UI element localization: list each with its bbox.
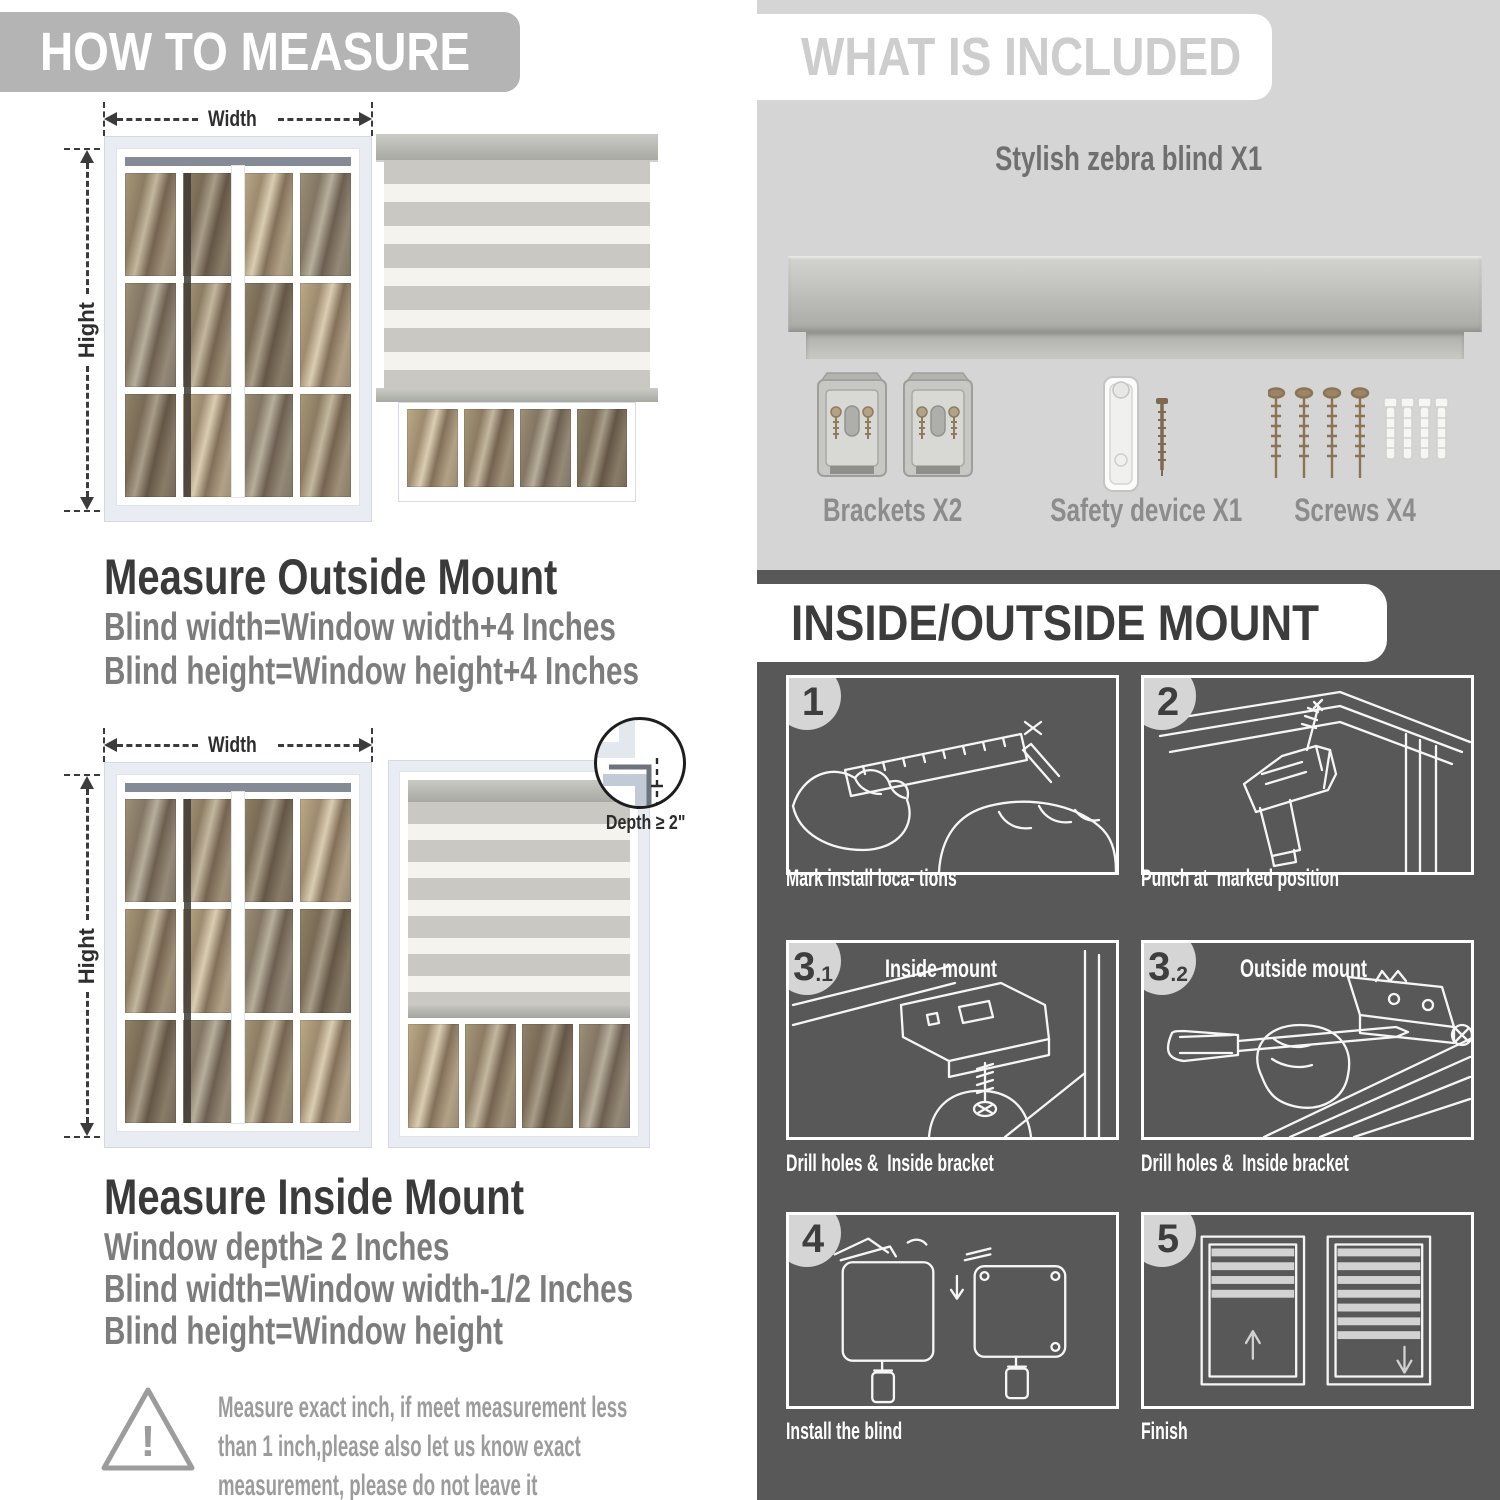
pane [183, 283, 234, 386]
inside-outside-mount-banner [757, 584, 1387, 662]
window-panes [407, 409, 627, 487]
pane [125, 283, 176, 386]
arrowhead-up-icon [80, 150, 94, 163]
pane [464, 409, 515, 487]
step-3-1-panel [786, 940, 1119, 1140]
pane [125, 394, 176, 497]
step-3-2-panel [1141, 940, 1474, 1140]
step-number-badge: 1 [786, 675, 841, 730]
pane [408, 1024, 459, 1128]
outside-mount-title: Measure Outside Mount [104, 549, 558, 605]
inside-outside-mount-title: INSIDE/OUTSIDE MOUNT [791, 595, 1320, 651]
drainpipe-reflection [184, 799, 191, 1123]
outside-mount-line2: Blind height=Window height+4 Inches [104, 650, 639, 693]
casement-divider [232, 792, 244, 1123]
dash-line [86, 789, 89, 920]
tick-left [103, 728, 105, 762]
safety-device-label: Safety device X1 [1050, 492, 1243, 528]
pane [577, 409, 628, 487]
height-label: Hight [74, 301, 99, 359]
blind-headrail-lip [806, 332, 1464, 359]
width-arrow-inside [104, 734, 372, 756]
casement-divider [232, 166, 244, 497]
dash-line [278, 118, 359, 121]
what-is-included-title: WHAT IS INCLUDED [801, 27, 1242, 87]
arrowhead-down-icon [80, 1123, 94, 1136]
step-1-caption: Mark install loca- tions [786, 865, 957, 892]
pane [300, 173, 351, 276]
pane [300, 799, 351, 902]
dash-line [117, 744, 198, 747]
blind-headrail-product [788, 256, 1482, 332]
screws-icon [1268, 386, 1450, 486]
blind-fabric [384, 160, 650, 388]
pane [520, 409, 571, 487]
dash-line [86, 163, 89, 294]
how-to-measure-title: HOW TO MEASURE [40, 22, 471, 82]
pane [183, 799, 234, 902]
dash-line [86, 366, 89, 497]
window-frame [116, 148, 360, 506]
pane [300, 909, 351, 1012]
step-3-2-caption: Drill holes & Inside bracket [1141, 1150, 1349, 1177]
zebra-blind-label: Stylish zebra blind X1 [994, 140, 1263, 178]
pane [183, 1020, 234, 1123]
step-1-panel [786, 675, 1119, 875]
height-arrow-outside [76, 150, 98, 510]
step-5-panel [1141, 1212, 1474, 1409]
window-frame [116, 774, 360, 1132]
step-number-badge: 2 [1141, 675, 1196, 730]
warning-mark: ! [140, 1417, 156, 1466]
inside-mount-line3: Blind height=Window height [104, 1310, 503, 1353]
width-arrow-outside [104, 108, 372, 130]
pane [125, 1020, 176, 1123]
tick-left [103, 102, 105, 136]
brackets-icon [814, 370, 976, 484]
pane [242, 173, 293, 276]
step-3-1-caption: Drill holes & Inside bracket [786, 1150, 994, 1177]
tick-right [371, 728, 373, 762]
width-label: Width [207, 106, 257, 131]
pane [407, 409, 458, 487]
inside-mount-label: Inside mount [885, 955, 998, 983]
blind-bottomrail [376, 388, 658, 402]
depth-label: Depth ≥ 2" [606, 812, 686, 834]
arrowhead-down-icon [80, 497, 94, 510]
step-number-badge: 3 .1 [786, 940, 841, 995]
warning-line2: than 1 inch,please also let us know exact [218, 1430, 581, 1463]
window-photo-outside [104, 136, 372, 522]
pane [125, 799, 176, 902]
height-label: Hight [74, 927, 99, 985]
pane [465, 1024, 516, 1128]
step-2-caption: Punch at marked position [1141, 865, 1340, 892]
warning-triangle-icon [96, 1382, 200, 1478]
pane [300, 1020, 351, 1123]
pane [300, 283, 351, 386]
step-4-caption: Install the blind [786, 1418, 903, 1445]
blind-headrail [408, 780, 630, 802]
blind-headrail [376, 134, 658, 160]
inside-mount-line1: Window depth≥ 2 Inches [104, 1226, 450, 1269]
screws-label: Screws X4 [1294, 492, 1416, 528]
step-2-panel [1141, 675, 1474, 875]
pane [242, 1020, 293, 1123]
window-top-track [125, 157, 351, 166]
step-4-panel [786, 1212, 1119, 1409]
tick-right [371, 102, 373, 136]
how-to-measure-banner [0, 12, 520, 92]
step-number-badge: 3 .2 [1141, 940, 1196, 995]
pane [183, 394, 234, 497]
step-number-badge: 5 [1141, 1212, 1196, 1267]
drainpipe-reflection [184, 173, 191, 497]
pane [125, 173, 176, 276]
brackets-label: Brackets X2 [823, 492, 963, 528]
dash-line [278, 744, 359, 747]
inside-mount-line2: Blind width=Window width-1/2 Inches [104, 1268, 634, 1311]
inside-mount-title: Measure Inside Mount [104, 1169, 525, 1225]
window-panes [408, 1018, 630, 1128]
height-arrow-inside [76, 776, 98, 1136]
step-5-caption: Finish [1141, 1418, 1188, 1445]
pane [183, 909, 234, 1012]
depth-detail-circle [594, 717, 686, 809]
safety-device-icon [1098, 374, 1182, 496]
pane [242, 799, 293, 902]
arrowhead-left-icon [104, 738, 117, 752]
pane [579, 1024, 630, 1128]
window-bottom-slice [398, 402, 636, 502]
window-photo-inside [104, 762, 372, 1148]
pane [242, 283, 293, 386]
pane [522, 1024, 573, 1128]
dash-line [117, 118, 198, 121]
warning-line1: Measure exact inch, if meet measurement less [218, 1391, 628, 1424]
window-panes [125, 166, 351, 497]
warning-line3: measurement, please do not leave it [218, 1469, 538, 1500]
pane [183, 173, 234, 276]
window-panes [125, 792, 351, 1123]
what-is-included-banner [757, 14, 1272, 100]
arrowhead-left-icon [104, 112, 117, 126]
pane [300, 394, 351, 497]
dash-line [86, 992, 89, 1123]
zebra-blind-outside [376, 134, 658, 514]
blind-bottomrail [408, 1006, 630, 1018]
arrowhead-up-icon [80, 776, 94, 789]
pane [242, 394, 293, 497]
outside-mount-line1: Blind width=Window width+4 Inches [104, 606, 616, 649]
step-number-badge: 4 [786, 1212, 841, 1267]
pane [242, 909, 293, 1012]
width-label: Width [207, 732, 257, 757]
window-top-track [125, 783, 351, 792]
pane [125, 909, 176, 1012]
outside-mount-label: Outside mount [1240, 955, 1368, 983]
frame-corner-detail-icon [597, 720, 683, 806]
